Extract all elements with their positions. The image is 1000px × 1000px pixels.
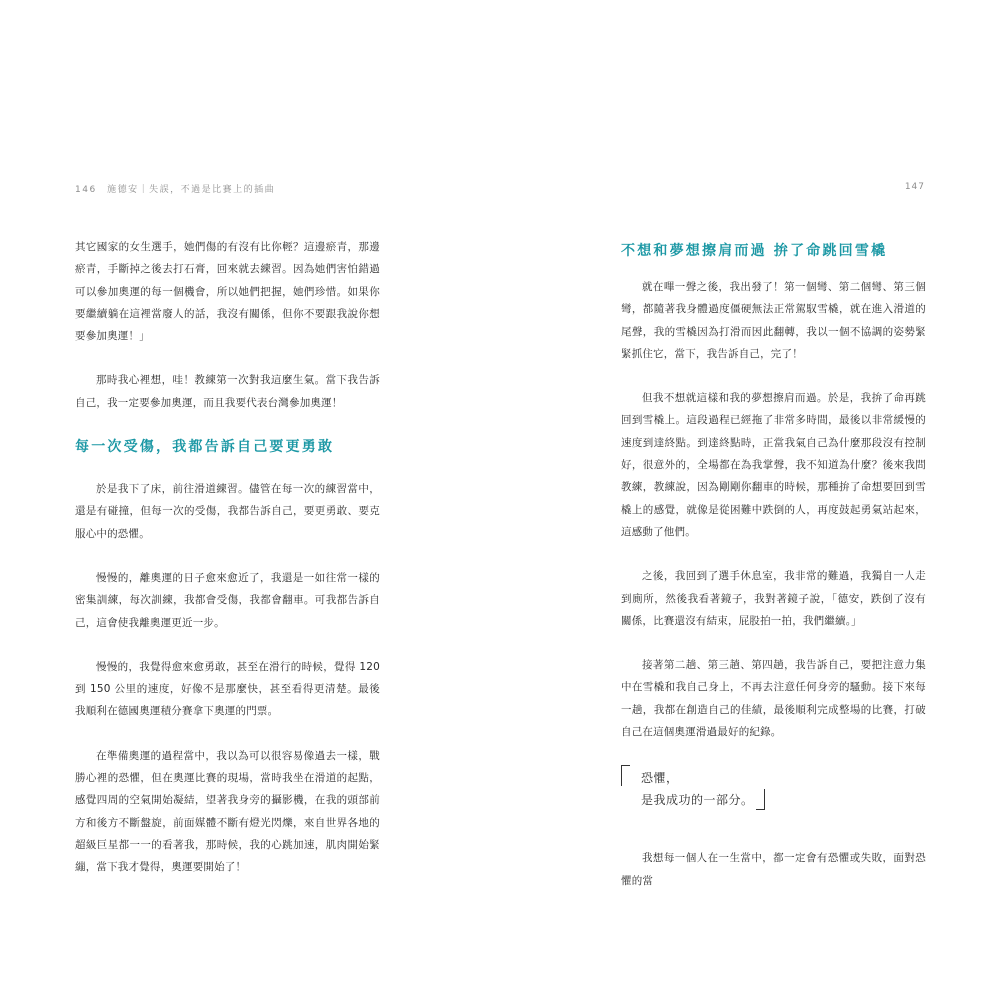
paragraph: 慢慢的，我覺得愈來愈勇敢，甚至在滑行的時候，覺得 120 到 150 公里的速度，好像不是那麼快，甚至看得更清楚。最後我順利在德國奧運積分賽拿下奧運的門票。 bbox=[75, 660, 380, 718]
paragraph: 其它國家的女生選手，她們傷的有沒有比你輕？這邊瘀青，那邊瘀青，手斷掉之後去打石膏，回來就去練習。因為她們害怕錯過可以參加奧運的每一個機會，所以她們把握，她們珍惜。如果你要繼續躺在這裡當廢人的話，我沒有關係，但你不要跟我說你想要參加奧運！」 bbox=[75, 241, 380, 343]
section-heading: 每一次受傷，我都告訴自己要更勇敢 bbox=[75, 439, 335, 456]
paragraph: 但我不想就這樣和我的夢想擦肩而過。於是，我拚了命再跳回到雪橇上。這段過程已經拖了非常多時間，最後以非常緩慢的速度到達終點。到達終點時，正當我氣自己為什麼那段沒有控制好，很意外的，全場都在為我掌聲，我不知道為什麼？後來我問教練，教練說，因為剛剛你翻車的時候，那種拚了命想要回到雪橇上的感覺，就像是從困難中跌倒的人，再度鼓起勇氣站起來，這感動了他們。 bbox=[621, 392, 926, 538]
open-bracket-icon bbox=[621, 765, 630, 786]
page-number: 147 bbox=[904, 182, 925, 192]
left-page-column bbox=[75, 236, 380, 901]
paragraph: 於是我下了床，前往滑道練習。儘管在每一次的練習當中，還是有碰撞，但每一次的受傷，我都告訴自己，要更勇敢、要克服心中的恐懼。 bbox=[75, 483, 380, 540]
paragraph: 慢慢的，離奧運的日子愈來愈近了，我還是一如往常一樣的密集訓練，每次訓練，我都會受傷，我都會翻車。可我都告訴自己，這會使我離奧運更近一步。 bbox=[75, 571, 380, 629]
paragraph: 在準備奧運的過程當中，我以為可以很容易像過去一樣，戰勝心裡的恐懼，但在奧運比賽的現場，當時我坐在滑道的起點，感覺四周的空氣開始凝結，望著我身旁的攝影機，在我的頭部前方和後方不斷盤旋，前面媒體不斷有燈光閃爍，來自世界各地的超級巨星都一一的看著我，那時候，我的心跳加速，肌肉開始緊繃，當下我才覺得，奧運要開始了！ bbox=[75, 749, 380, 874]
paragraph: 那時我心裡想，哇！教練第一次對我這麼生氣。當下我告訴自己，我一定要參加奧運，而且我要代表台灣參加奧運！ bbox=[75, 374, 380, 409]
close-bracket-icon bbox=[756, 789, 765, 810]
paragraph: 我想每一個人在一生當中，都一定會有恐懼或失敗，面對恐懼的當 bbox=[621, 852, 926, 887]
pull-quote-line: 恐懼， bbox=[641, 771, 679, 786]
paragraph: 之後，我回到了選手休息室，我非常的難過，我獨自一人走到廁所，然後我看著鏡子，我對著鏡子說，「德安，跌倒了沒有關係，比賽還沒有結束，屁股拍一拍，我們繼續。」 bbox=[621, 570, 926, 627]
paragraph: 接著第二趟、第三趟、第四趟，我告訴自己，要把注意力集中在雪橇和我自己身上，不再去注意任何身旁的騷動。接下來每一趟，我都在創造自己的佳績，最後順利完成整場的比賽，打破自己在這個奧運滑過最好的紀錄。 bbox=[621, 659, 926, 739]
running-head: 146 施德安｜失誤，不過是比賽上的插曲 bbox=[75, 185, 276, 195]
paragraph: 就在嗶一聲之後，我出發了！第一個彎、第二個彎、第三個彎，都隨著我身體過度僵硬無法正常駕馭雪橇，就在進入滑道的尾聲，我的雪橇因為打滑而因此翻轉，我以一個不協調的姿勢緊緊抓住它，當下，我告訴自己，完了！ bbox=[621, 281, 926, 360]
right-page-column bbox=[621, 240, 926, 914]
section-heading: 不想和夢想擦肩而過 拚了命跳回雪橇 bbox=[621, 243, 888, 259]
pull-quote-line: 是我成功的一部分。 bbox=[641, 793, 754, 808]
pull-quote bbox=[621, 765, 766, 817]
